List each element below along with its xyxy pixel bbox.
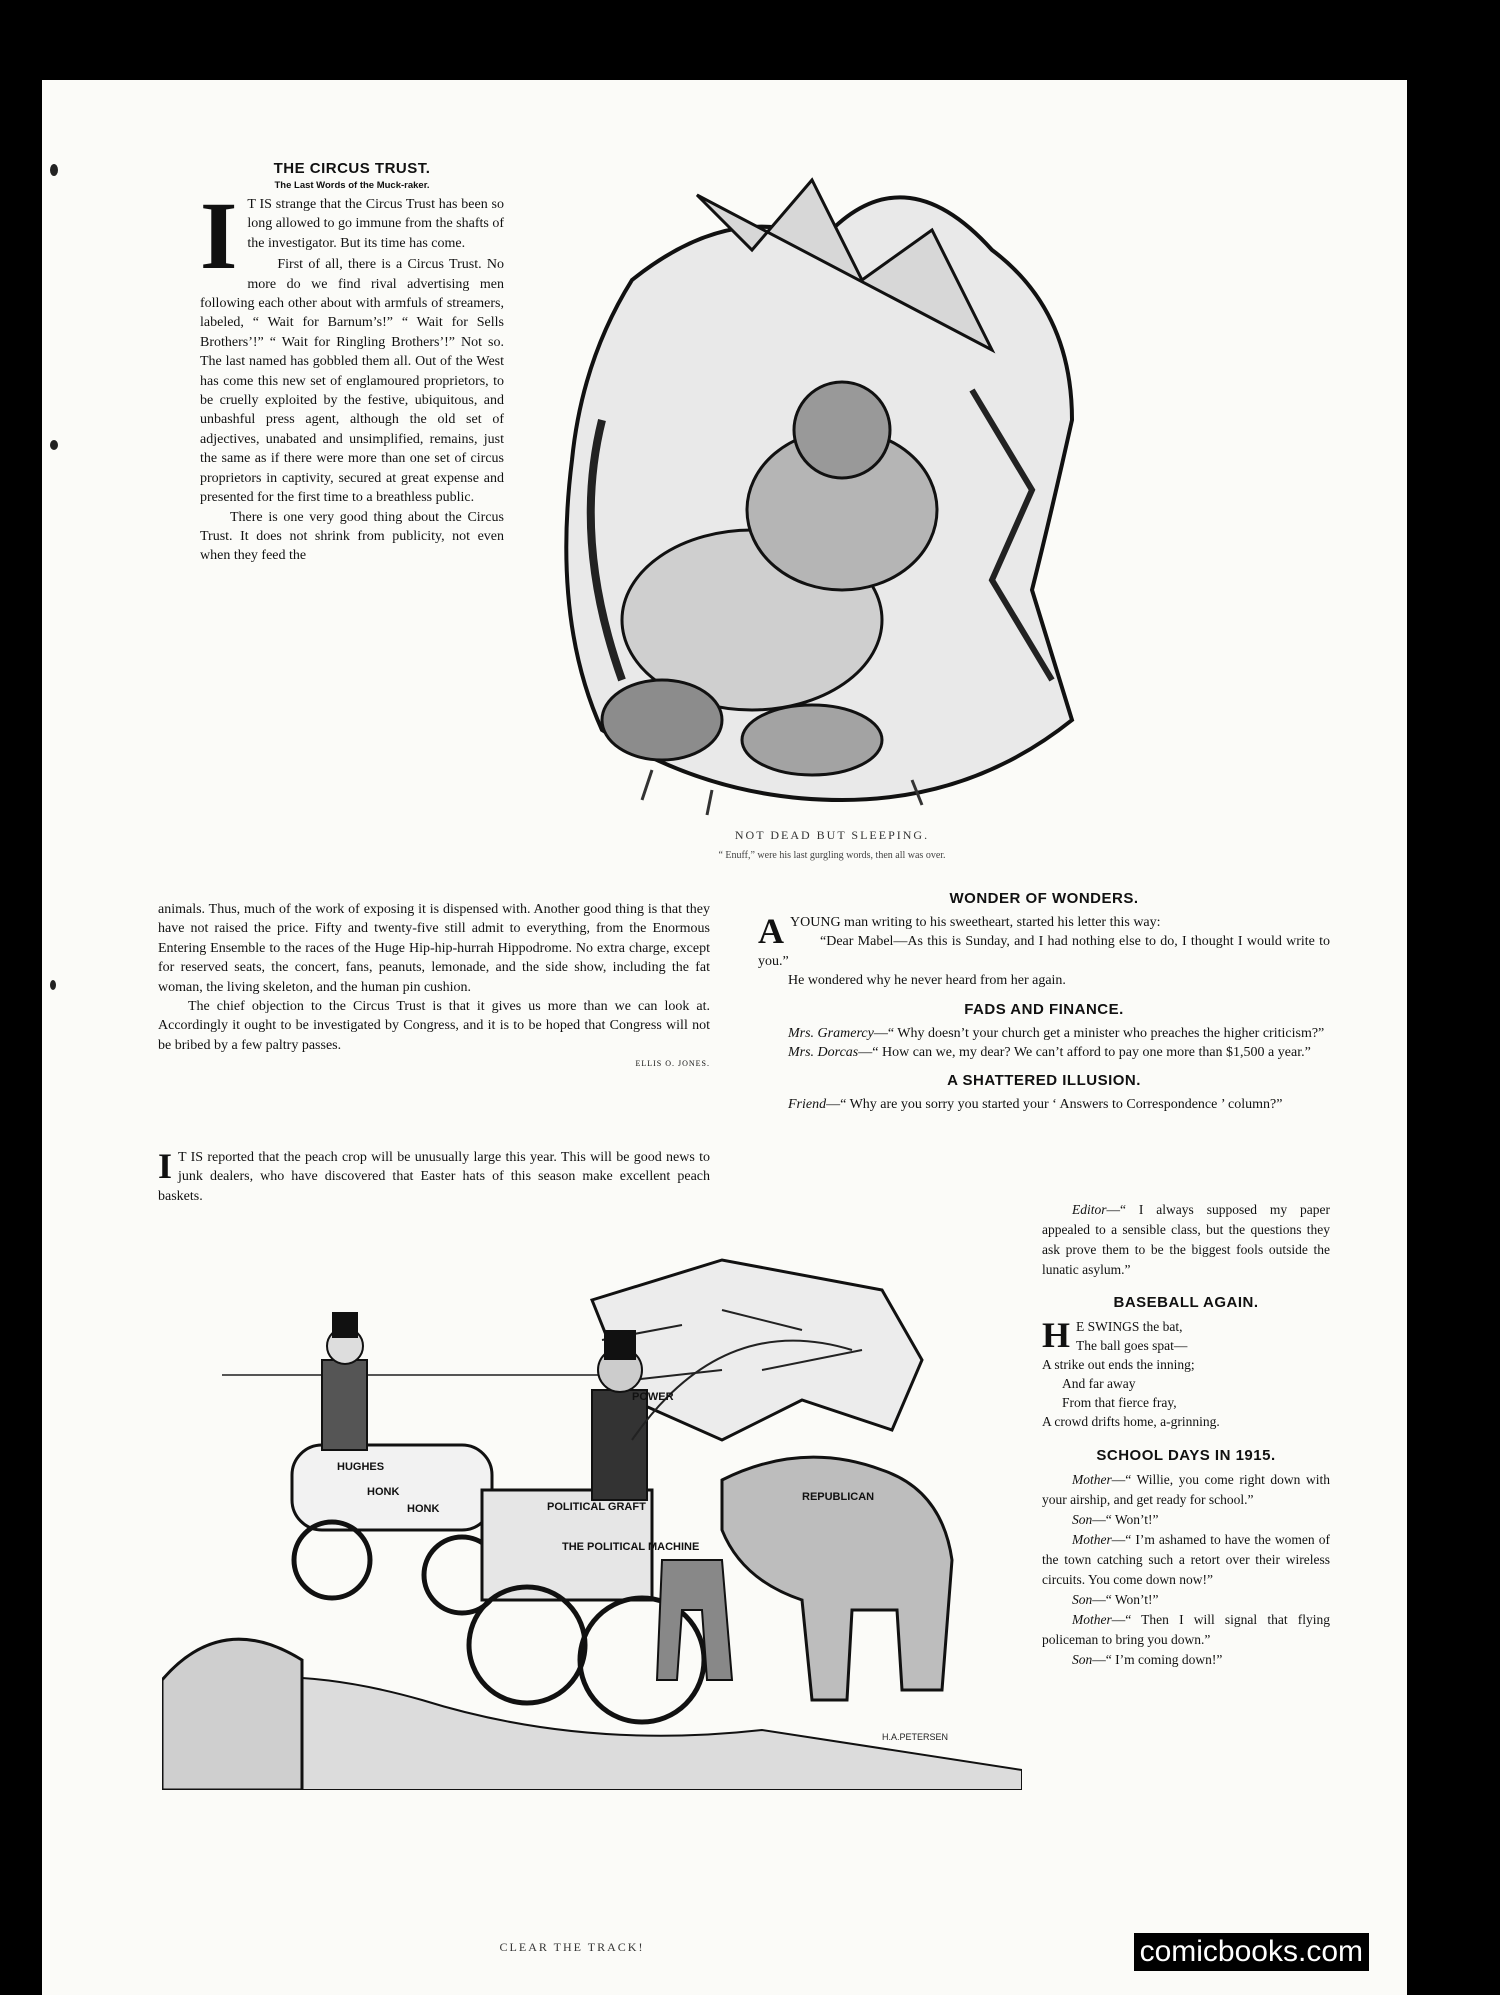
poem-line: A strike out ends the inning; bbox=[1042, 1357, 1195, 1372]
binding-mark bbox=[50, 164, 58, 176]
circus-article bbox=[200, 160, 504, 566]
peach-dropcap: I bbox=[158, 1146, 173, 1186]
school-speech: —“ Won’t!” bbox=[1092, 1592, 1159, 1607]
school-line bbox=[1042, 1530, 1330, 1590]
school-line bbox=[1042, 1590, 1330, 1610]
circus-paragraph: First of all, there is a Circus Trust. No more do we find rival advertising men following each other about with armfuls of streamers, labeled, “ Wait for Barnum’s!” “ Wait for Sells Brothers’!” “ Wait for Ringling Brothers’!” Not so. The last named has gobbled them all. Out of the West has come this new set of englamoured proprietors, to be cruelly exploited by the festive, ubiquitous, and unbashful press agent, although the old set of adjectives, unabated and unsimplified, remains, just the same as if there were more than one set of circus proprietors in captivity, secured at great expense and presented for the first time to a breathless public. bbox=[200, 257, 504, 506]
cartoon1-caption: NOT DEAD BUT SLEEPING. bbox=[734, 828, 930, 842]
school-line bbox=[1042, 1470, 1330, 1510]
circus-paragraph: There is one very good thing about the Circus Trust. It does not shrink from publicity, not even when they feed the bbox=[200, 509, 504, 564]
illusion-line bbox=[1042, 1200, 1330, 1280]
fads-speech: —“ How can we, my dear? We can’t afford to pay one more than $1,500 a year.” bbox=[858, 1045, 1311, 1061]
school-line bbox=[1042, 1650, 1330, 1670]
cartoon-label: REPUBLICAN bbox=[802, 1491, 875, 1503]
baseball-poem bbox=[1042, 1317, 1330, 1431]
side-column bbox=[1042, 1200, 1330, 1670]
circus-signature: ELLIS O. JONES. bbox=[635, 1059, 710, 1069]
artist-signature: H.A.PETERSEN bbox=[882, 1732, 949, 1742]
circus-subtitle: The Last Words of the Muck-raker. bbox=[274, 180, 430, 191]
fads-title: FADS AND FINANCE. bbox=[964, 1000, 1124, 1018]
poem-line: E SWINGS the bat, bbox=[1076, 1319, 1183, 1334]
illusion-speech: —“ Why are you sorry you started your ‘ Answers to Correspondence ’ column?” bbox=[826, 1097, 1283, 1113]
cartoon-label: HUGHES bbox=[337, 1461, 385, 1473]
poem-line: A crowd drifts home, a-grinning. bbox=[1042, 1414, 1220, 1429]
wonder-text: YOUNG man writing to his sweetheart, started his letter this way: bbox=[790, 915, 1161, 930]
illusion-title: A SHATTERED ILLUSION. bbox=[947, 1072, 1141, 1090]
circus-dropcap: I bbox=[200, 182, 238, 289]
school-title: SCHOOL DAYS IN 1915. bbox=[1096, 1447, 1276, 1464]
school-speaker: Son bbox=[1072, 1512, 1093, 1527]
illusion-speaker: Friend bbox=[788, 1097, 827, 1113]
school-speaker: Mother bbox=[1072, 1472, 1112, 1487]
school-speech: —“ Won’t!” bbox=[1092, 1512, 1159, 1527]
illusion-line bbox=[758, 1095, 1330, 1114]
fads-speaker: Mrs. Dorcas bbox=[788, 1045, 859, 1061]
fads-line bbox=[758, 1024, 1330, 1043]
school-speaker: Mother bbox=[1072, 1532, 1112, 1547]
fads-line bbox=[758, 1043, 1330, 1062]
poem-line: From that fierce fray, bbox=[1062, 1395, 1177, 1410]
binding-mark bbox=[50, 440, 58, 450]
cartoon-label: POLITICAL GRAFT bbox=[547, 1501, 646, 1513]
fads-speech: —“ Why doesn’t your church get a minister who preaches the higher criticism?” bbox=[873, 1025, 1325, 1041]
binding-mark bbox=[50, 980, 56, 990]
cartoon1-subcaption: “ Enuff,” were his last gurgling words, then all was over. bbox=[718, 850, 946, 861]
fads-speaker: Mrs. Gramercy bbox=[788, 1025, 874, 1041]
school-speaker: Son bbox=[1072, 1652, 1093, 1667]
school-speech: —“ I’m ashamed to have the women of the town catching such a retort over their wireless circuits. You come down now!” bbox=[1042, 1532, 1330, 1587]
cartoon-label: HONK bbox=[367, 1486, 400, 1498]
school-speech: —“ Willie, you come right down with your airship, and get ready for school.” bbox=[1042, 1472, 1330, 1507]
poem-line: And far away bbox=[1062, 1376, 1136, 1391]
baseball-dropcap: H bbox=[1042, 1315, 1071, 1355]
cartoon-political-machine bbox=[162, 1230, 1022, 1790]
wonder-text: He wondered why he never heard from her again. bbox=[788, 973, 1066, 989]
school-speaker: Son bbox=[1072, 1592, 1093, 1607]
school-speech: —“ I’m coming down!” bbox=[1092, 1652, 1223, 1667]
poem-line: The ball goes spat— bbox=[1076, 1338, 1188, 1353]
school-speaker: Mother bbox=[1072, 1612, 1112, 1627]
circus-article-cont bbox=[158, 900, 710, 1068]
cartoon-label: POWER bbox=[632, 1391, 674, 1403]
peach-text: T IS reported that the peach crop will be unusually large this year. This will be good news to junk dealers, who have discovered that Easter hats of this season make excellent peach baskets. bbox=[158, 1150, 710, 1204]
school-speech: —“ Then I will signal that flying policeman to bring you down.” bbox=[1042, 1612, 1330, 1647]
circus-paragraph: T IS strange that the Circus Trust has been so long allowed to go immune from the shafts of the investigator. But its time has come. bbox=[247, 197, 504, 251]
right-column bbox=[758, 880, 1330, 1115]
circus-title: THE CIRCUS TRUST. bbox=[273, 160, 431, 177]
cartoon-label: HONK bbox=[407, 1503, 440, 1515]
wonder-dropcap: A bbox=[758, 911, 784, 951]
cartoon-sleeping-man bbox=[512, 160, 1282, 880]
school-line bbox=[1042, 1510, 1330, 1530]
school-line bbox=[1042, 1610, 1330, 1650]
watermark: comicbooks.com bbox=[1134, 1933, 1369, 1971]
baseball-title: BASEBALL AGAIN. bbox=[1113, 1294, 1259, 1311]
wonder-title: WONDER OF WONDERS. bbox=[949, 890, 1139, 907]
circus-paragraph: animals. Thus, much of the work of exposing it is dispensed with. Another good thing is that they have not raised the price. Fifty and twenty-five still admit to everything, from the Enormous Entering Ensemble to the races of the Huge Hip-hip-hurrah Hippodrome. No extra charge, except for reserved seats, the concert, fans, peanuts, lemonade, and the side show, including the fat woman, the living skeleton, and the human pin cushion. bbox=[158, 902, 710, 995]
illusion-speech: —“ I always supposed my paper appealed to a sensible class, but the questions they ask prove them to be the biggest fools outside the lunatic asylum.” bbox=[1042, 1202, 1330, 1277]
cartoon-label: THE POLITICAL MACHINE bbox=[562, 1541, 700, 1553]
peach-item bbox=[158, 1148, 710, 1206]
circus-paragraph: The chief objection to the Circus Trust is that it gives us more than we can look at. Accordingly it ought to be investigated by Congress, and it is to be hoped that Congress will not be bribed by a few paltry passes. bbox=[158, 999, 710, 1053]
illusion-speaker: Editor bbox=[1072, 1202, 1107, 1217]
wonder-text: “Dear Mabel—As this is Sunday, and I had nothing else to do, I thought I would write to you.” bbox=[758, 934, 1330, 969]
cartoon2-caption: CLEAR THE TRACK! bbox=[499, 1940, 645, 1954]
magazine-page bbox=[42, 80, 1407, 1995]
